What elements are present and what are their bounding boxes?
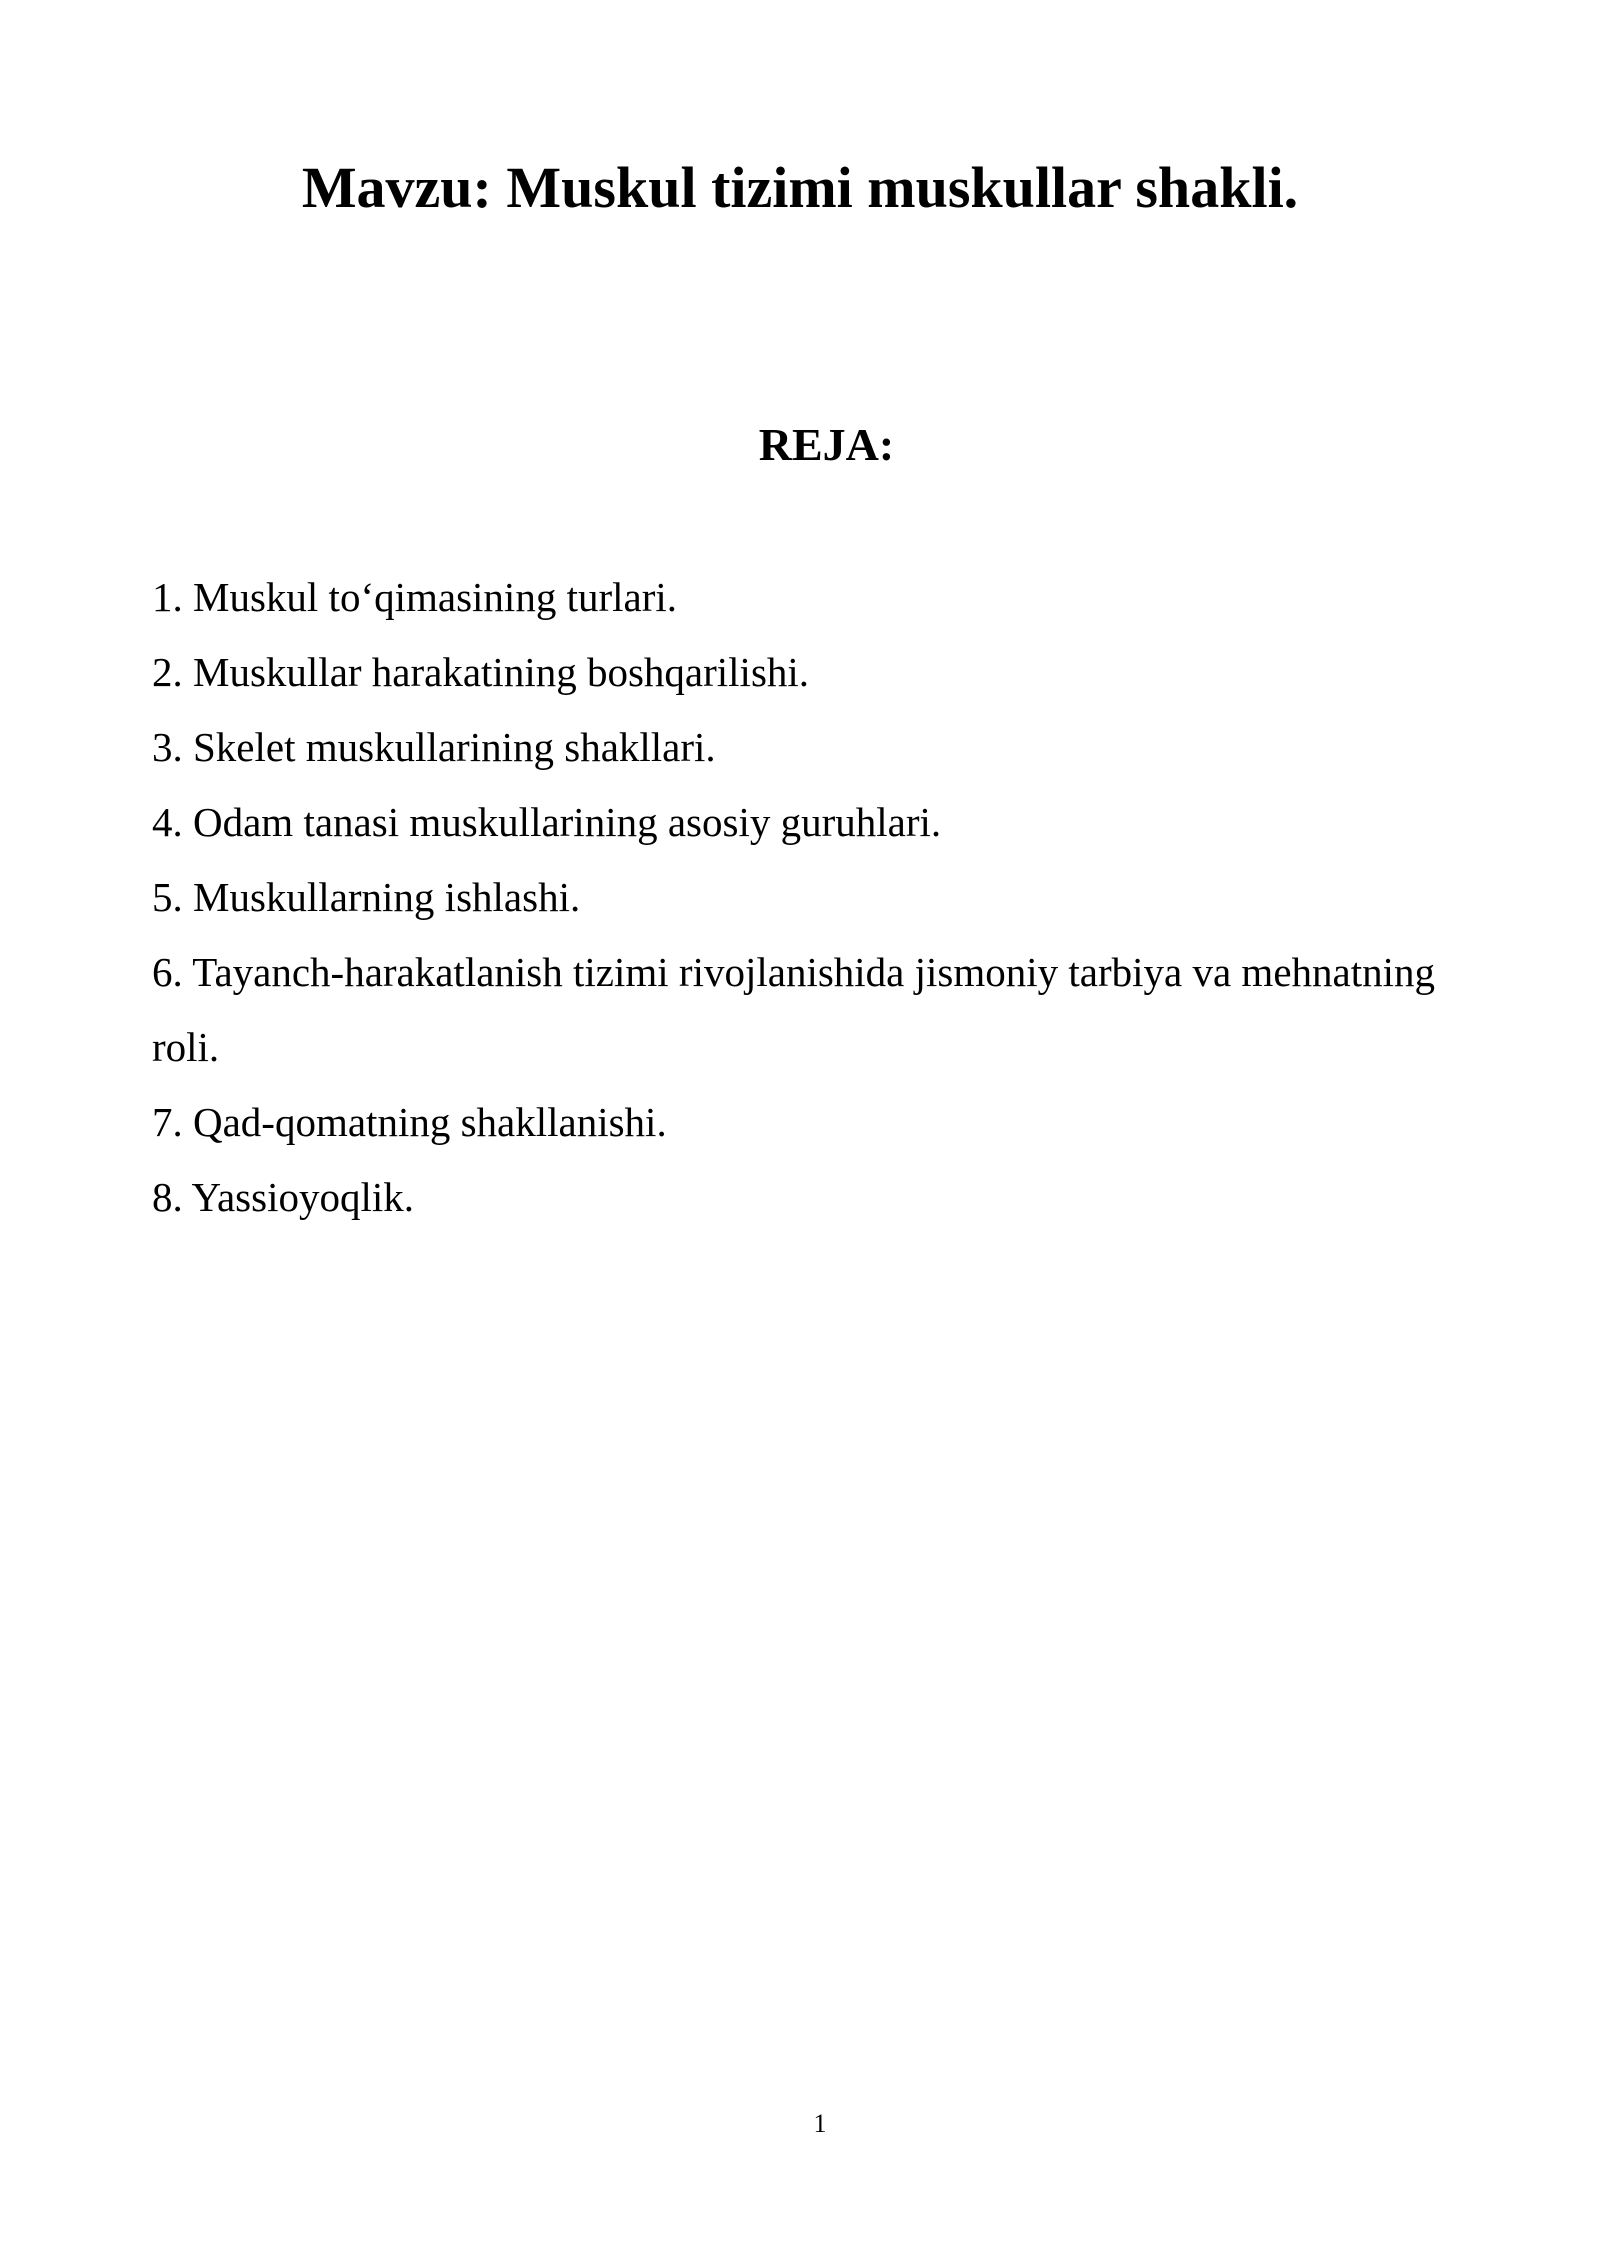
plan-item: 2. Muskullar harakatining boshqarilishi. (152, 649, 810, 695)
plan-item: 1. Muskul to‘qimasining turlari. (152, 574, 677, 620)
page-title: Mavzu: Muskul tizimi muskullar shakli. (301, 155, 1299, 220)
plan-item: 6. Tayanch-harakatlanish tizimi rivojlanishida jismoniy tarbiya va mehnatning roli. (152, 949, 1435, 1070)
plan-item: 3. Skelet muskullarining shakllari. (152, 724, 716, 770)
plan-item: 4. Odam tanasi muskullarining asosiy guruhlari. (152, 799, 942, 845)
plan-heading: REJA: (758, 419, 895, 470)
plan-list (152, 560, 1512, 1235)
page-number: 1 (813, 2109, 827, 2138)
plan-item: 7. Qad-qomatning shakllanishi. (152, 1099, 667, 1145)
plan-item: 5. Muskullarning ishlashi. (152, 874, 581, 920)
plan-item: 8. Yassioyoqlik. (152, 1174, 415, 1220)
